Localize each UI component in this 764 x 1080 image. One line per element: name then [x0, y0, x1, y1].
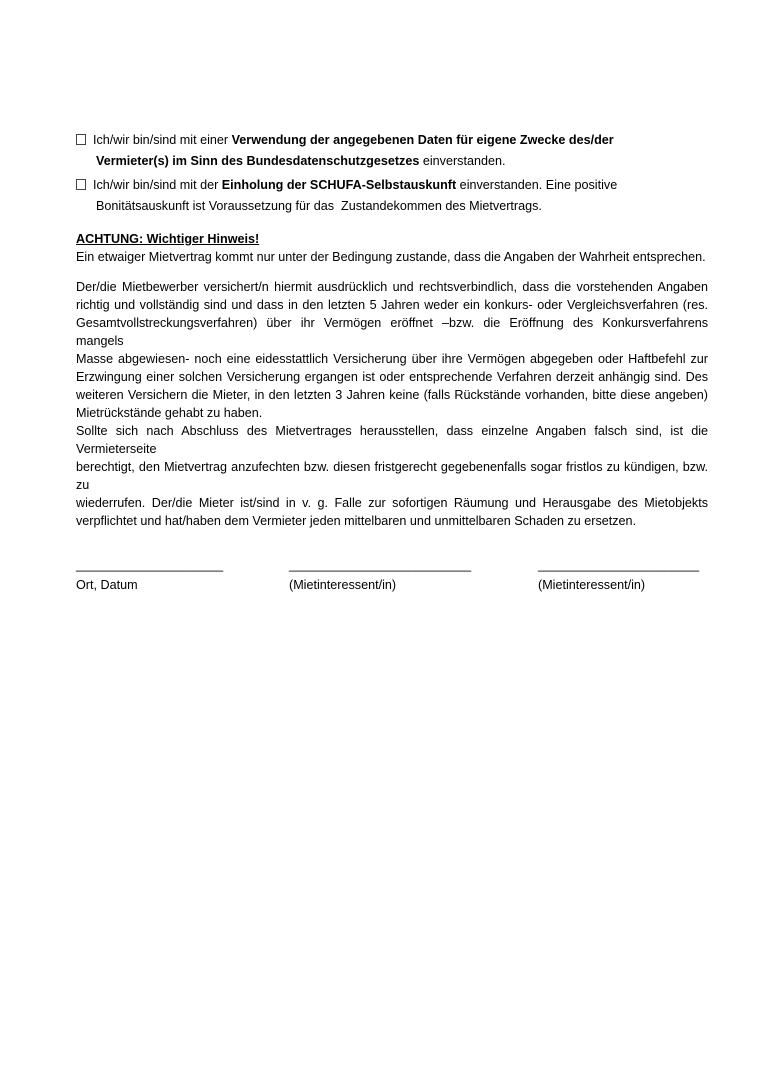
consent-text-consent-data-usage: [93, 130, 708, 172]
notice-section: [76, 230, 708, 266]
consent-line: Bonitätsauskunft ist Voraussetzung für das Zustandekommen des Mietvertrags.: [96, 199, 542, 213]
declaration-line: Masse abgewiesen- noch eine eidesstattlich Versicherung über ihre Vermögen abgegeben oder Haftbefehl zur: [76, 352, 708, 366]
signature-column-1: [76, 556, 289, 594]
signature-blank-line: _____________________: [76, 558, 224, 572]
declaration-line: weiteren Versichern die Mieter, in den letzten 3 Jahren keine (falls Rückstände vorhanden, bitte diese angeben): [76, 388, 708, 402]
consent-item-consent-schufa: [76, 175, 708, 217]
checkbox-consent-schufa[interactable]: [76, 179, 86, 190]
declaration-line: wiederrufen. Der/die Mieter ist/sind in v. g. Falle zur sofortigen Räumung und Herausgabe des Mietobjekts: [76, 496, 708, 510]
declaration-line: richtig und vollständig sind und dass in den letzten 5 Jahren weder ein konkurs- oder Vergleichsverfahren (res.: [76, 298, 708, 312]
declaration-line: berechtigt, den Mietvertrag anzufechten bzw. diesen fristgerecht gegebenenfalls sogar fristlos zu kündigen, bzw. zu: [76, 460, 712, 492]
declaration-line: Sollte sich nach Abschluss des Mietvertrages herausstellen, dass einzelne Angaben falsch sind, ist die Vermieterseite: [76, 424, 712, 456]
signature-section: [76, 556, 708, 594]
signature-column-2: [289, 556, 538, 594]
declaration-line: Der/die Mietbewerber versichert/n hiermit ausdrücklich und rechtsverbindlich, dass die vorstehenden Angaben: [76, 280, 708, 294]
signature-label: (Mietinteressent/in): [289, 578, 397, 592]
signature-column-3: [538, 556, 708, 594]
notice-subline: Ein etwaiger Mietvertrag kommt nur unter der Bedingung zustande, dass die Angaben der Wahrheit entsprechen.: [76, 250, 706, 264]
page-content: [76, 130, 712, 594]
notice-heading: ACHTUNG: Wichtiger Hinweis!: [76, 232, 260, 246]
checkbox-consent-data-usage[interactable]: [76, 134, 86, 145]
signature-label: (Mietinteressent/in): [538, 578, 646, 592]
declaration-line: Mietrückstände gehabt zu haben.: [76, 406, 263, 420]
consent-text-consent-schufa: [93, 175, 708, 217]
consent-section: [76, 130, 708, 217]
consent-line: Ich/wir bin/sind mit einer Verwendung der angegebenen Daten für eigene Zwecke des/der: [93, 133, 614, 147]
consent-line: Ich/wir bin/sind mit der Einholung der SCHUFA-Selbstauskunft einverstanden. Eine positive: [93, 178, 618, 192]
declaration-line: Gesamtvollstreckungsverfahren) über ihr Vermögen eröffnet –bzw. die Eröffnung des Konkursverfahrens mangels: [76, 316, 712, 348]
declaration-line: Erzwingung einer solchen Versicherung ergangen ist oder entsprechende Verfahren derzeit anhängig sind. Des: [76, 370, 708, 384]
signature-label: Ort, Datum: [76, 578, 138, 592]
signature-blank-line: __________________________: [289, 558, 472, 572]
consent-item-consent-data-usage: [76, 130, 708, 172]
signature-blank-line: _______________________: [538, 558, 700, 572]
consent-line: Vermieter(s) im Sinn des Bundesdatenschutzgesetzes einverstanden.: [96, 154, 506, 168]
declaration-line: verpflichtet und hat/haben dem Vermieter jeden mittelbaren und unmittelbaren Schaden zu ersetzen.: [76, 514, 637, 528]
declaration-paragraph: [76, 278, 712, 530]
